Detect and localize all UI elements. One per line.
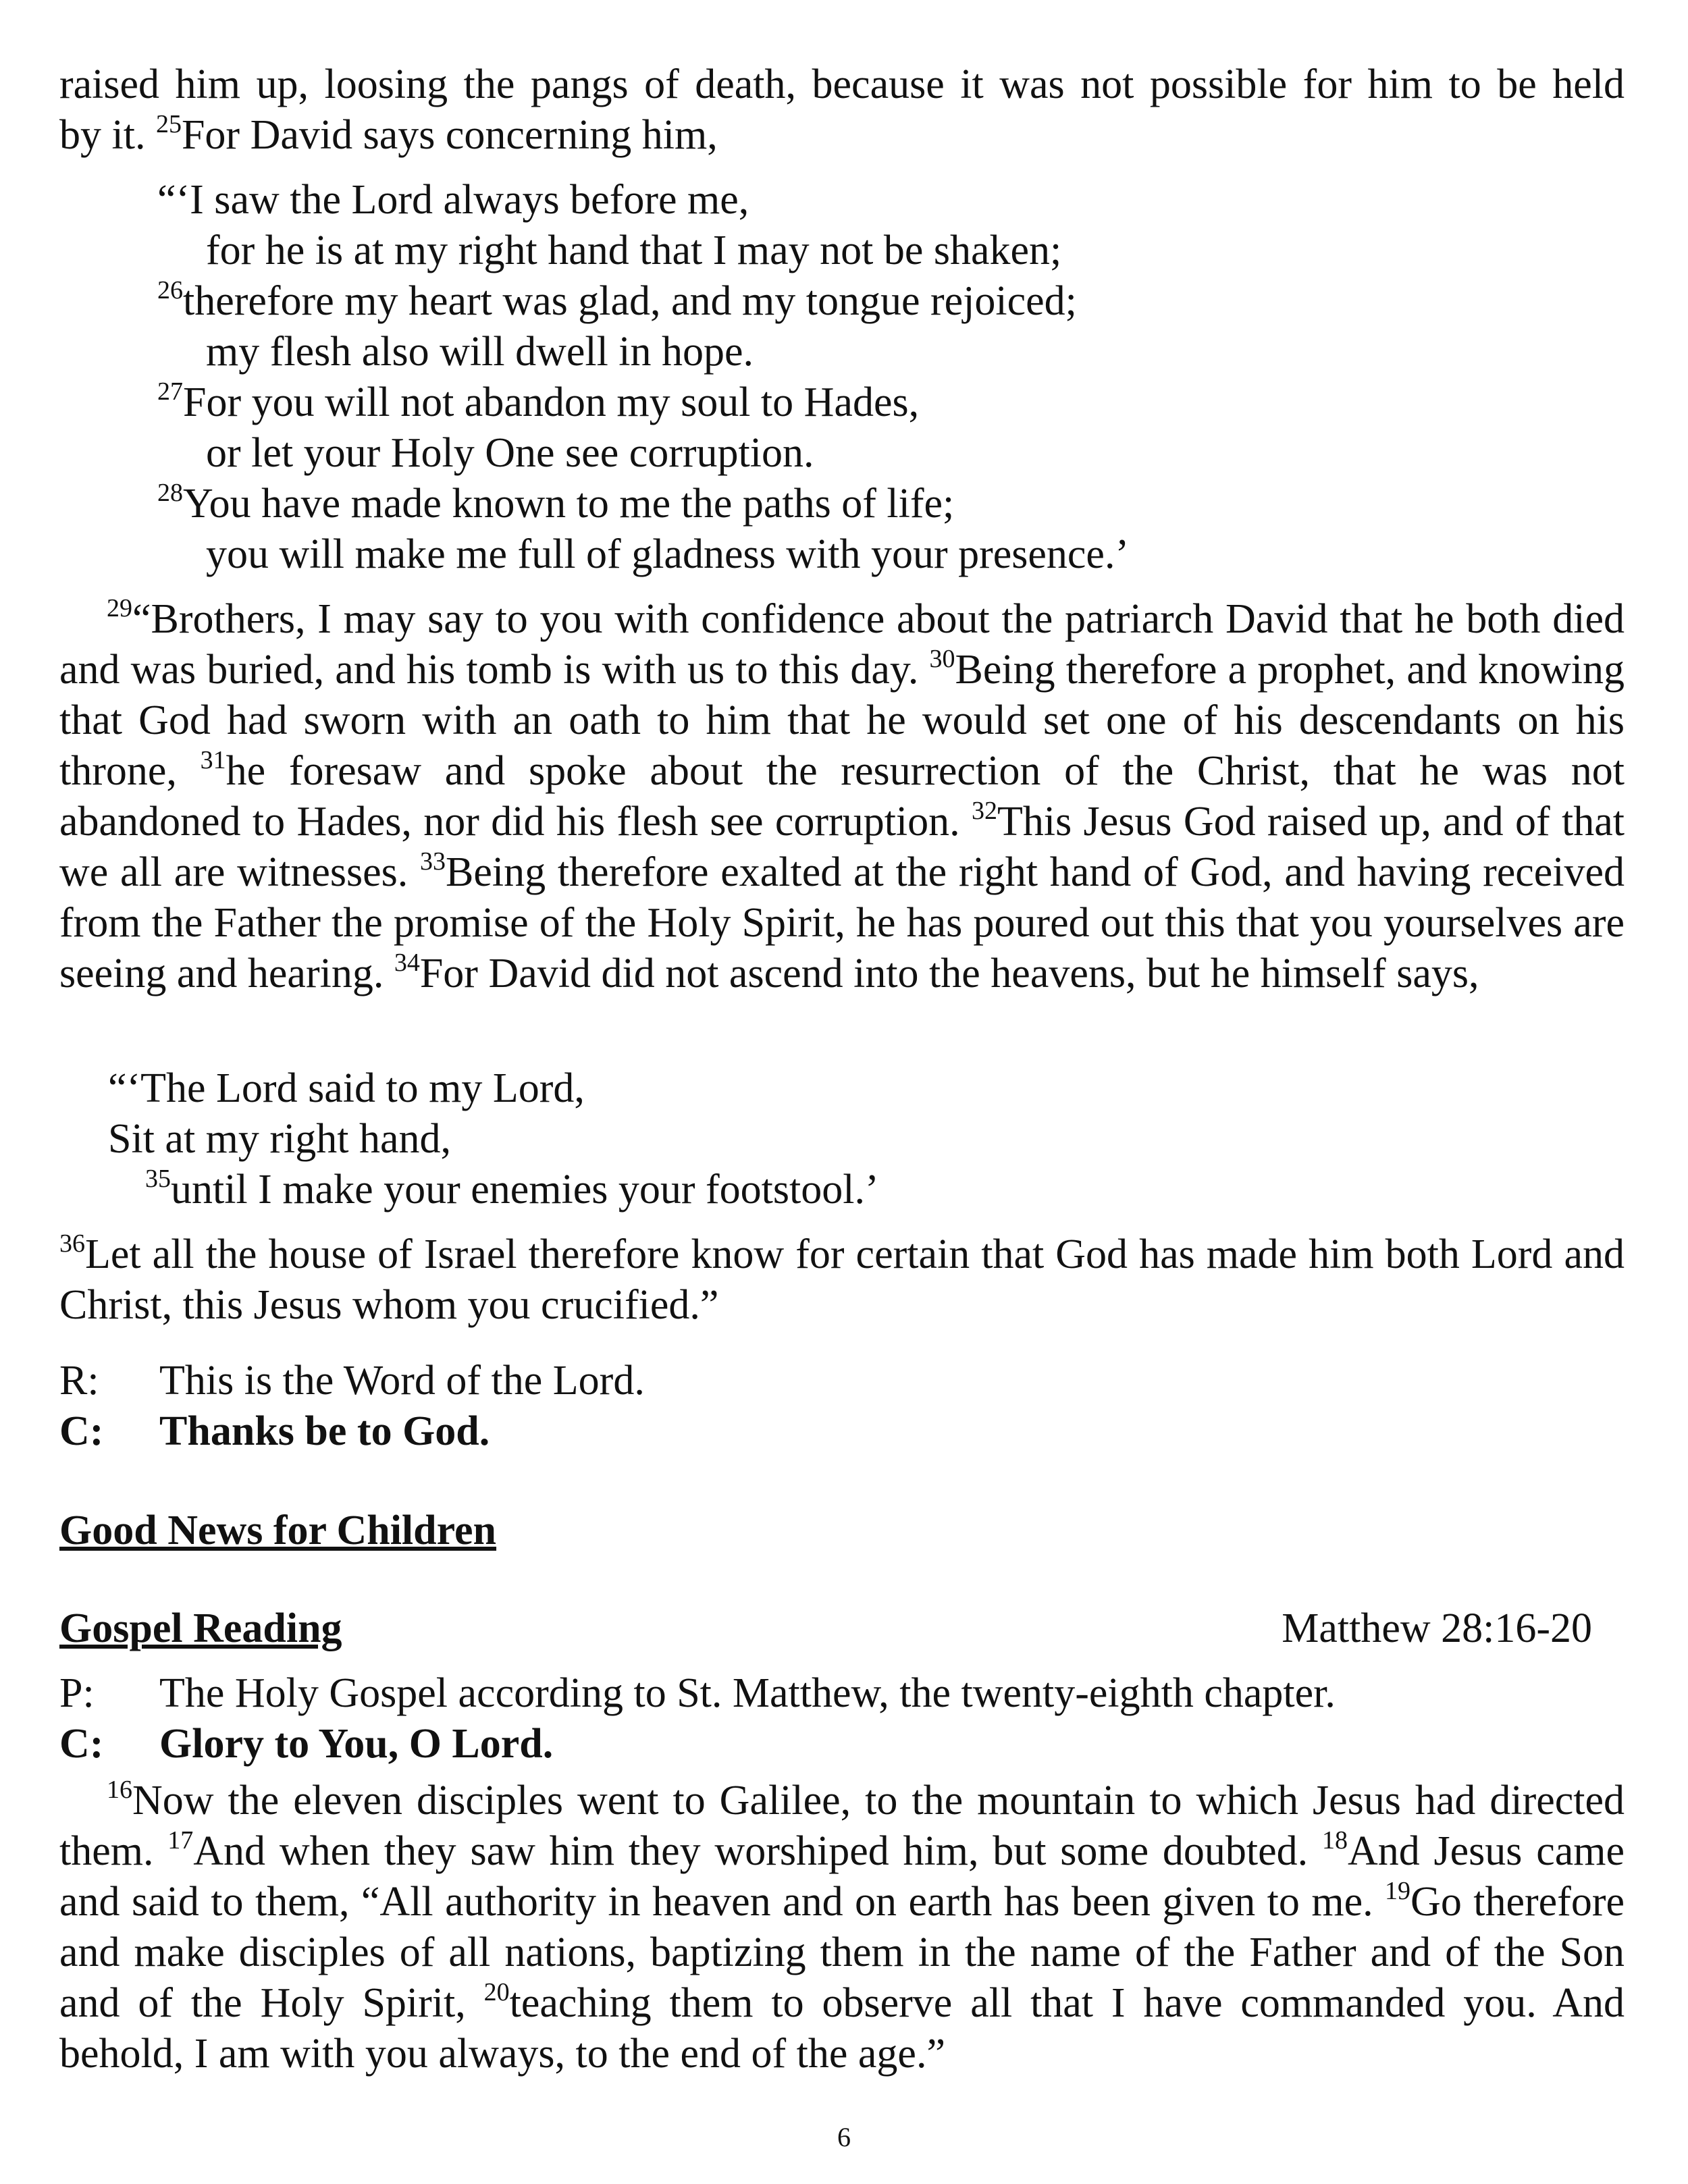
paragraph-verses-29-34: $^{29}$“Brothers, I may say to you with confidence about the patriarch David that he both died and was buried, and his tomb is with us to this day. $^{30}$Being therefore a prophet, and knowing that God had sworn with an oath to him that he would set one of his descendants on his throne, $^{31}$he foresaw and spoke about the resurrection of the Christ, that he was not abandoned to Hades, nor did his flesh see corruption. $^{32}$This Jesus God raised up, and of that we all are witnesses. $^{33}$Being therefore exalted at the right hand of God, and having received from the Father the promise of the Holy Spirit, he has poured out this that you yourselves are seeing and hearing. $^{34}$For David did not ascend into the heavens, but he himself says,: [59, 594, 1625, 996]
verse-number-33: 33: [420, 847, 446, 876]
page-number: 6: [837, 2122, 851, 2152]
opening-line-2: [59, 110, 718, 161]
verse-number-17: 17: [167, 1826, 194, 1855]
reader-label: R:: [59, 1358, 99, 1404]
poem1-line-3: $^{26}$therefore my heart was glad, and my tongue rejoiced;: [157, 276, 1077, 324]
verse-number-25: 25: [155, 110, 182, 138]
verse-number-34: 34: [394, 949, 420, 977]
poem1-line-1: “‘I saw the Lord always before me,: [157, 177, 749, 223]
congregation-label: C:: [59, 1408, 104, 1454]
section-heading-children: Good News for Children: [59, 1508, 497, 1553]
poem1-line-2: for he is at my right hand that I may not be shaken;: [206, 228, 1062, 273]
poem1-line-4: my flesh also will dwell in hope.: [206, 329, 754, 375]
poem1-line-6: or let your Holy One see corruption.: [206, 430, 814, 476]
poem2-line-2: Sit at my right hand,: [108, 1116, 452, 1162]
verse-number-36: 36: [59, 1229, 85, 1258]
verse-number-26: 26: [157, 276, 183, 304]
opening-text: by it.: [59, 112, 156, 158]
verse-number-18: 18: [1321, 1826, 1348, 1855]
verse-number-31: 31: [200, 746, 226, 774]
pastor-announcement-line: P: The Holy Gospel according to St. Matthew, the twenty-eighth chapter.: [59, 1668, 1336, 1719]
poem1-line-8: you will make me full of gladness with your presence.’: [206, 531, 1130, 577]
verse-number-20: 20: [483, 1978, 510, 2006]
scripture-reference: Matthew 28:16-20: [1282, 1605, 1592, 1651]
paragraph-verses-16-20: $^{16}$Now the eleven disciples went to Galilee, to the mountain to which Jesus had directed them. $^{17}$And when they saw him they worshiped him, but some doubted. $^{18}$And Jesus came and said to them, “All authority in heaven and on earth has been given to me. $^{19}$Go therefore and make disciples of all nations, baptizing them in the name of the Father and of the Son and of the Holy Spirit, $^{20}$teaching them to observe all that I have commanded you. And behold, I am with you always, to the end of the age.”: [59, 1776, 1625, 2077]
opening-line-1: raised him up, loosing the pangs of death, because it was not possible for him to be held: [59, 61, 1625, 107]
gospel-congregation-line: C: Glory to You, O Lord.: [59, 1719, 553, 1769]
verse-number-28: 28: [157, 479, 183, 507]
verse-number-27: 27: [157, 377, 183, 406]
poem1-line-7: $^{28}$You have made known to me the paths of life;: [157, 479, 955, 527]
verse-number-16: 16: [107, 1776, 132, 1804]
poem1-line-5: $^{27}$For you will not abandon my soul to Hades,: [157, 377, 920, 425]
verse-number-30: 30: [929, 645, 955, 673]
section-heading-gospel: Gospel Reading: [59, 1605, 342, 1651]
paragraph-verse-36: $^{36}$Let all the house of Israel therefore know for certain that God has made him both Lord and Christ, this Jesus whom you crucified.”: [59, 1229, 1625, 1328]
poem2-line-1: “‘The Lord said to my Lord,: [108, 1065, 585, 1111]
response-congregation-line: C: Thanks be to God.: [59, 1406, 490, 1457]
response-reader-line: R: This is the Word of the Lord.: [59, 1356, 645, 1406]
pastor-label: P:: [59, 1670, 95, 1716]
poem2-line-3: $^{35}$until I make your enemies your footstool.’: [145, 1165, 879, 1213]
verse-number-19: 19: [1385, 1877, 1411, 1905]
verse-25-text: For David says concerning him,: [181, 112, 718, 158]
verse-number-35: 35: [145, 1165, 171, 1193]
congregation-label: C:: [59, 1721, 104, 1767]
verse-number-29: 29: [107, 594, 132, 622]
verse-number-32: 32: [972, 797, 997, 825]
